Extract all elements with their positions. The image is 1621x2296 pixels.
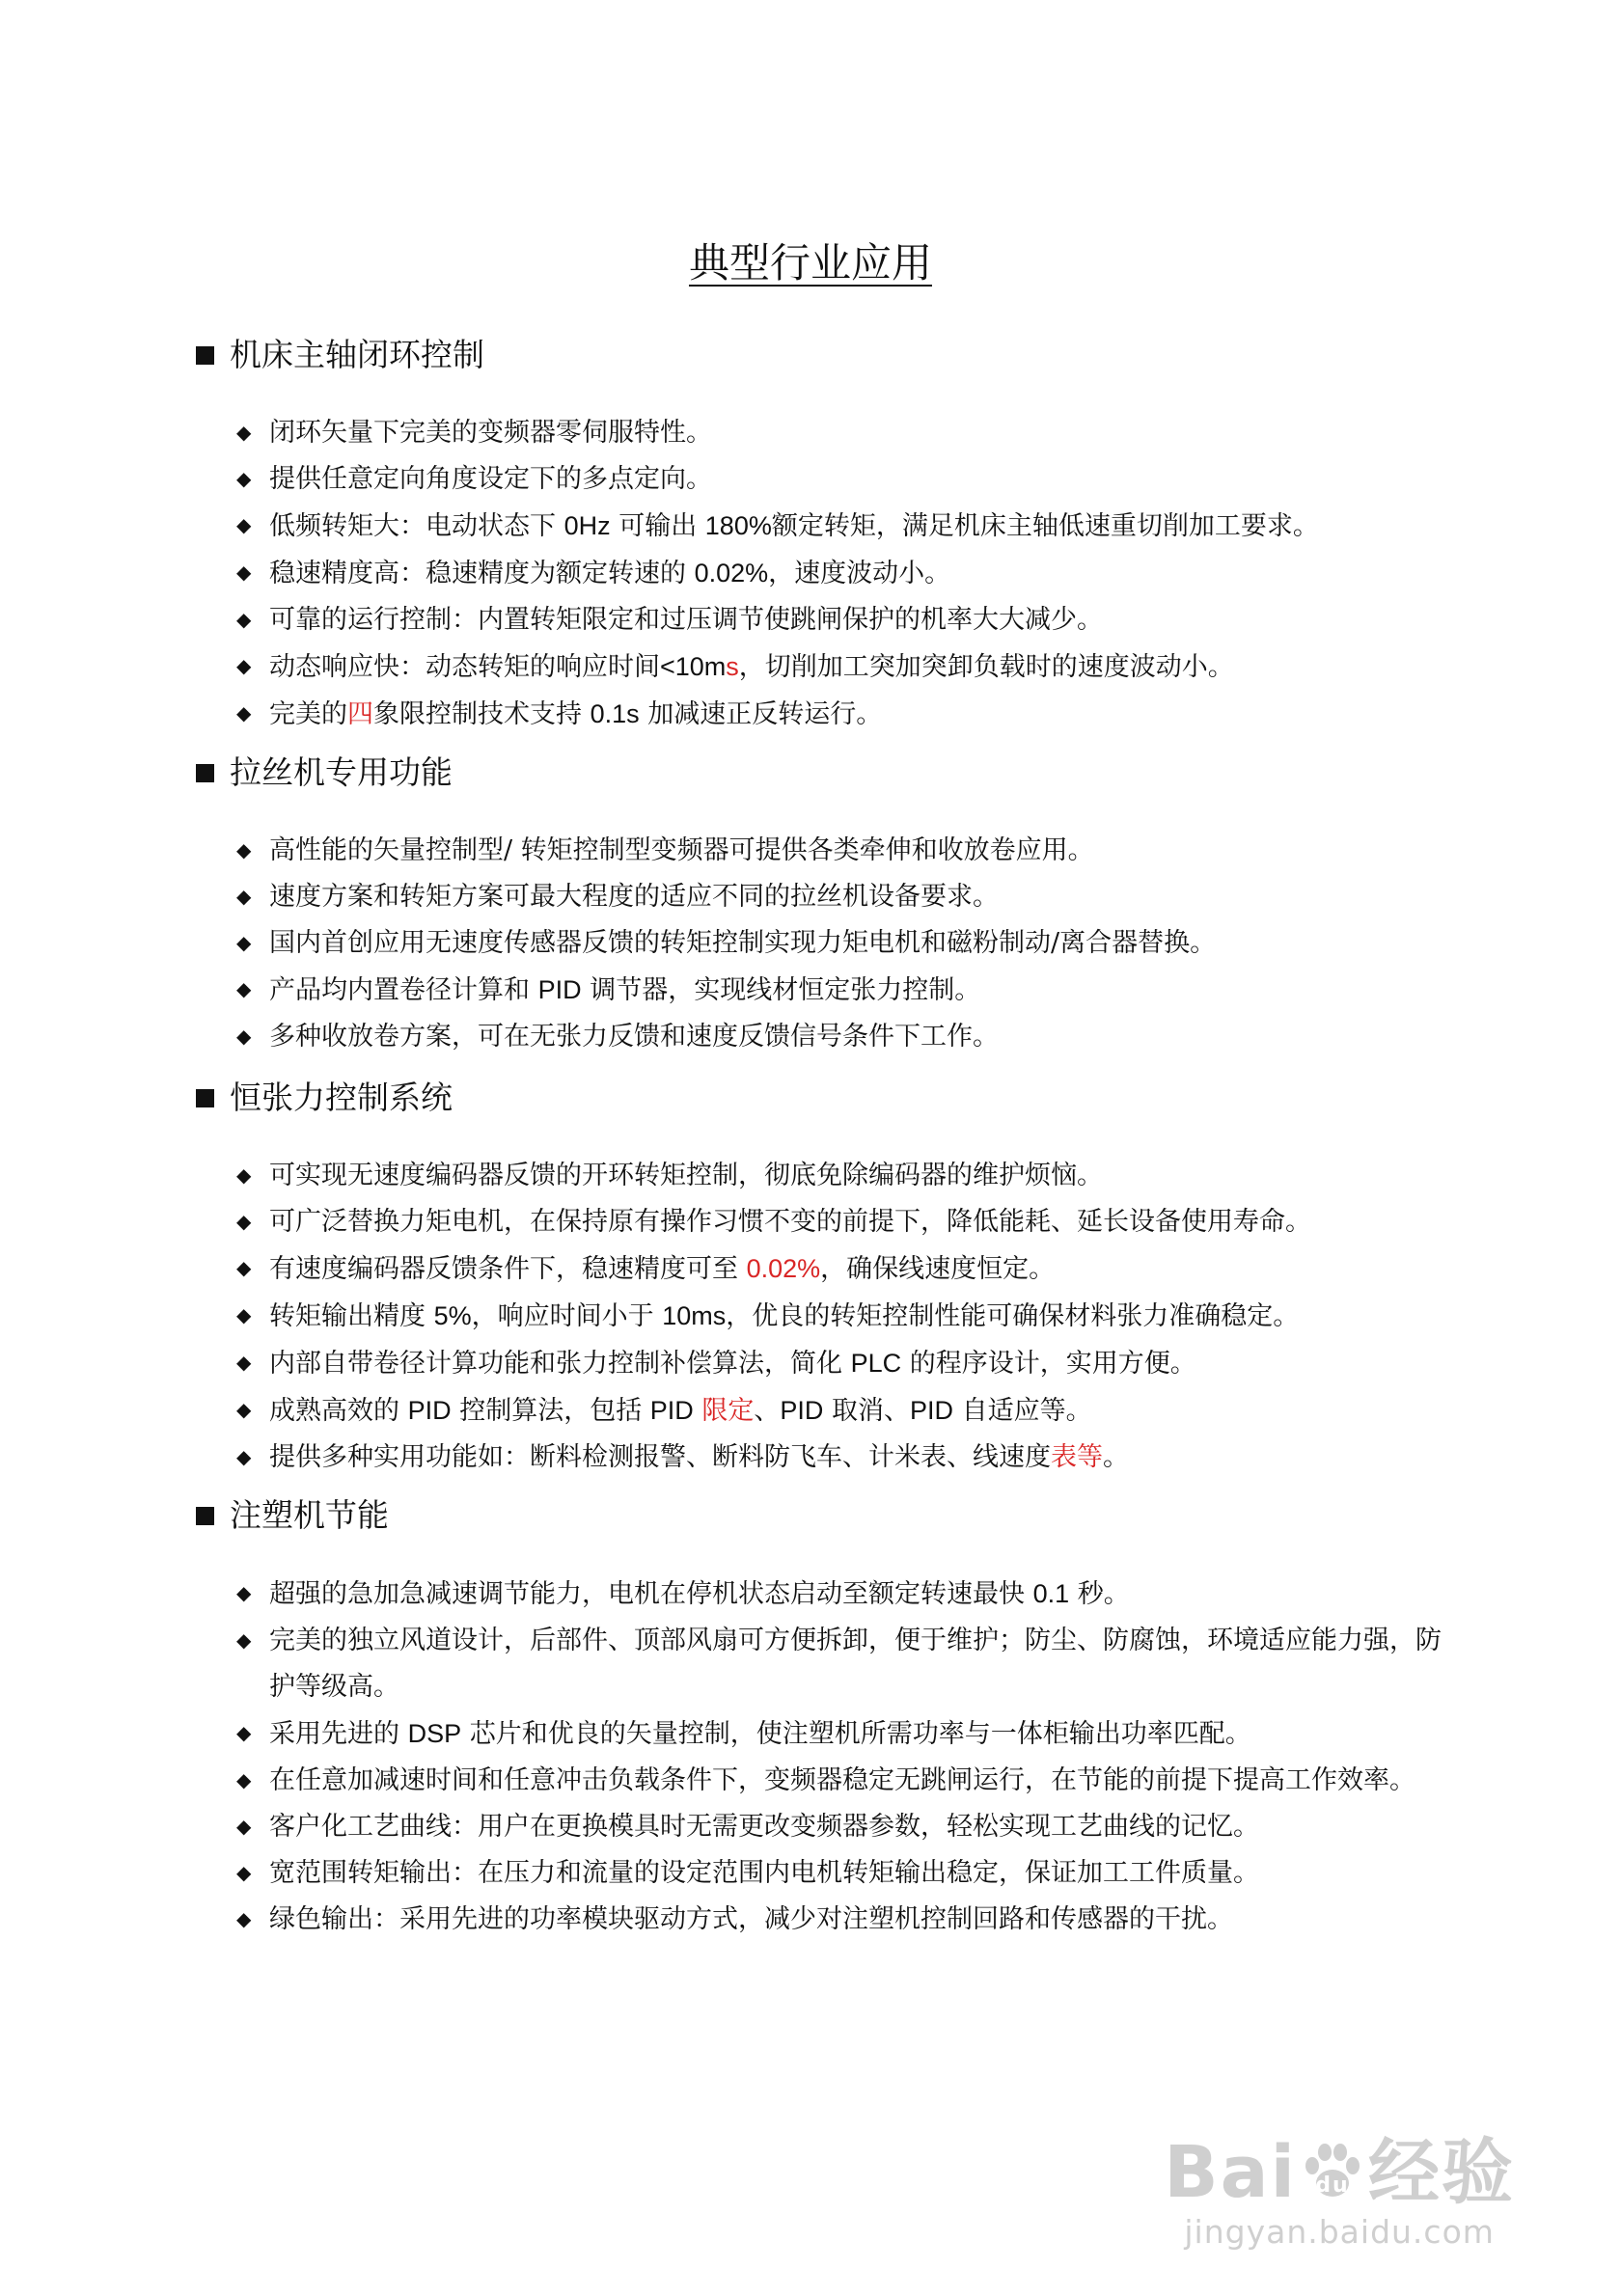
item-list [234, 1153, 1450, 1481]
diamond-bullet-icon: ◆ [236, 1815, 252, 1838]
item-text: 、 [754, 1396, 781, 1426]
diamond-bullet-icon: ◆ [236, 1445, 252, 1468]
item-text: ，速度波动小。 [768, 559, 951, 588]
item-text: 0Hz [563, 511, 611, 540]
diamond-bullet-icon: ◆ [236, 1210, 252, 1233]
section-wire-drawing [196, 752, 1450, 1052]
paw-icon [1299, 2139, 1366, 2206]
list-item [234, 691, 1450, 738]
diamond-bullet-icon: ◆ [236, 1398, 252, 1421]
list-item [234, 1804, 1450, 1850]
item-list [234, 410, 1450, 738]
section-heading-text: 机床主轴闭环控制 [230, 336, 484, 373]
square-bullet-icon [196, 1089, 214, 1107]
list-item [234, 1850, 1450, 1897]
list-item [234, 1340, 1450, 1387]
list-item [234, 920, 1450, 967]
diamond-bullet-icon: ◆ [236, 654, 252, 677]
item-text: 的程序设计，实用方便。 [901, 1349, 1196, 1379]
section-heading-text: 拉丝机专用功能 [230, 753, 453, 791]
list-item [234, 1571, 1450, 1618]
item-text: s [726, 652, 739, 681]
item-text: 宽范围转矩输出：在压力和流量的设定范围内电机转矩输出稳定，保证加工工件质量。 [269, 1858, 1259, 1888]
diamond-bullet-icon: ◆ [236, 1721, 252, 1744]
item-text: ，切削加工突加突卸负载时的速度波动小。 [738, 652, 1234, 682]
watermark-logo [1164, 2132, 1515, 2213]
item-text: 芯片和优良的矢量控制，使注塑机所需功率与一体柜输出功率匹配。 [461, 1719, 1251, 1749]
item-text: 稳速精度高：稳速精度为额定转速的 [269, 559, 695, 588]
item-text: 表等 [1051, 1442, 1103, 1472]
section-injection-molding [196, 1494, 1450, 1934]
diamond-bullet-icon: ◆ [236, 977, 252, 1000]
watermark-brand-right: 经验 [1368, 2131, 1515, 2214]
item-text: 多种收放卷方案，可在无张力反馈和速度反馈信号条件下工作。 [269, 1022, 999, 1052]
list-item [234, 1710, 1450, 1758]
item-text: 绿色输出：采用先进的功率模块驱动方式，减少对注塑机控制回路和传感器的干扰。 [269, 1904, 1233, 1934]
item-text: ，确保线速度恒定。 [820, 1254, 1056, 1284]
item-text: 取消、 [823, 1396, 910, 1426]
diamond-bullet-icon: ◆ [236, 1303, 252, 1326]
list-item [234, 874, 1450, 920]
diamond-bullet-icon: ◆ [236, 608, 252, 631]
item-text: PID [910, 1396, 954, 1425]
item-text: 调节器，实现线材恒定张力控制。 [581, 975, 981, 1005]
list-item [234, 1618, 1450, 1710]
square-bullet-icon [196, 764, 214, 782]
item-text: PLC [850, 1349, 902, 1378]
item-text: PID [780, 1396, 824, 1425]
item-text: 有速度编码器反馈条件下，稳速精度可至 [269, 1254, 747, 1284]
section-heading [196, 1077, 1450, 1119]
list-item [234, 643, 1450, 691]
section-heading-text: 注塑机节能 [230, 1496, 389, 1534]
list-item [234, 1758, 1450, 1804]
list-item [234, 1153, 1450, 1199]
list-item [234, 1014, 1450, 1060]
diamond-bullet-icon: ◆ [236, 467, 252, 490]
section-heading-text: 恒张力控制系统 [230, 1079, 453, 1116]
list-item [234, 410, 1450, 456]
diamond-bullet-icon: ◆ [236, 838, 252, 861]
item-text: 闭环矢量下完美的变频器零伺服特性。 [269, 418, 712, 448]
item-text: 5% [433, 1301, 472, 1330]
list-item [234, 828, 1450, 874]
item-text: 速度方案和转矩方案可最大程度的适应不同的拉丝机设备要求。 [269, 882, 999, 912]
item-text: 国内首创应用无速度传感器反馈的转矩控制实现力矩电机和磁粉制动/离合器替换。 [269, 928, 1217, 958]
item-text: ，响应时间小于 [471, 1301, 663, 1331]
item-text: 0.1 [1032, 1579, 1070, 1608]
item-text: 完美的 [269, 699, 347, 729]
item-text: 可输出 [610, 511, 705, 541]
page-title: 典型行业应用 [688, 239, 932, 287]
diamond-bullet-icon: ◆ [236, 701, 252, 724]
watermark-url: jingyan.baidu.com [1184, 2213, 1495, 2251]
item-text: 可实现无速度编码器反馈的开环转矩控制，彻底免除编码器的维护烦恼。 [269, 1161, 1103, 1190]
item-text: PID [649, 1396, 694, 1425]
item-text: 转矩输出精度 [269, 1301, 434, 1331]
item-text: 超强的急加急减速调节能力，电机在停机状态启动至额定转速最快 [269, 1579, 1033, 1609]
list-item [234, 456, 1450, 503]
list-item [234, 597, 1450, 643]
item-text: PID [407, 1396, 452, 1425]
item-text: 可广泛替换力矩电机，在保持原有操作习惯不变的前提下，降低能耗、延长设备使用寿命。 [269, 1207, 1311, 1237]
diamond-bullet-icon: ◆ [236, 931, 252, 954]
item-text: 0.02% [694, 559, 769, 588]
section-heading [196, 1494, 1450, 1537]
diamond-bullet-icon: ◆ [236, 885, 252, 908]
item-text: 提供任意定向角度设定下的多点定向。 [269, 464, 712, 494]
item-text: PID [537, 975, 582, 1004]
square-bullet-icon [196, 1507, 214, 1525]
section-constant-tension [196, 1077, 1450, 1472]
list-item [234, 1435, 1450, 1481]
item-text: 成熟高效的 [269, 1396, 408, 1426]
item-text: 采用先进的 [269, 1719, 408, 1749]
item-text: 在任意加减速时间和任意冲击负载条件下，变频器稳定无跳闸运行，在节能的前提下提高工作效率。 [269, 1765, 1415, 1795]
diamond-bullet-icon: ◆ [236, 1581, 252, 1604]
diamond-bullet-icon: ◆ [236, 1628, 252, 1652]
item-text: ，优良的转矩控制性能可确保材料张力准确稳定。 [726, 1301, 1300, 1331]
item-text: 加减速正反转运行。 [639, 699, 883, 729]
item-list [234, 828, 1450, 1060]
item-text: 0.1s [590, 699, 640, 728]
item-text: 提供多种实用功能如：断料检测报警、断料防飞车、计米表、线速度 [269, 1442, 1051, 1472]
item-text: 控制算法，包括 [451, 1396, 650, 1426]
item-text: 完美的独立风道设计，后部件、顶部风扇可方便拆卸，便于维护；防尘、防腐蚀，环境适应能力强，防护等级高。 [269, 1626, 1442, 1702]
list-item [234, 503, 1450, 550]
svg-text:du: du [1315, 2173, 1350, 2198]
item-text: 高性能的矢量控制型/ 转矩控制型变频器可提供各类牵伸和收放卷应用。 [269, 835, 1094, 865]
list-item [234, 1199, 1450, 1245]
diamond-bullet-icon: ◆ [236, 1163, 252, 1187]
item-text: 10ms [662, 1301, 727, 1330]
diamond-bullet-icon: ◆ [236, 421, 252, 444]
section-heading [196, 752, 1450, 794]
item-list [234, 1571, 1450, 1943]
item-text: 动态响应快：动态转矩的响应时间 [269, 652, 660, 682]
item-text: 秒。 [1069, 1579, 1130, 1609]
square-bullet-icon [196, 346, 214, 365]
diamond-bullet-icon: ◆ [236, 560, 252, 584]
item-text: 四 [347, 699, 373, 729]
diamond-bullet-icon: ◆ [236, 1025, 252, 1048]
diamond-bullet-icon: ◆ [236, 1256, 252, 1279]
item-text: 限定 [701, 1396, 755, 1426]
list-item [234, 1245, 1450, 1293]
list-item [234, 1387, 1450, 1435]
item-text: 。 [1103, 1442, 1129, 1472]
diamond-bullet-icon: ◆ [236, 1861, 252, 1884]
baidu-jingyan-watermark [1164, 2132, 1515, 2252]
item-text: 可靠的运行控制：内置转矩限定和过压调节使跳闸保护的机率大大减少。 [269, 605, 1103, 635]
item-text: 额定转矩，满足机床主轴低速重切削加工要求。 [771, 511, 1319, 541]
list-item [234, 550, 1450, 597]
watermark-brand-left: Bai [1164, 2131, 1297, 2214]
section-heading [196, 334, 1450, 376]
section-machine-tool-spindle [196, 334, 1450, 729]
diamond-bullet-icon: ◆ [236, 1907, 252, 1930]
item-text: 客户化工艺曲线：用户在更换模具时无需更改变频器参数，轻松实现工艺曲线的记忆。 [269, 1812, 1259, 1842]
item-text: 内部自带卷径计算功能和张力控制补偿算法，简化 [269, 1349, 851, 1379]
item-text: 自适应等。 [953, 1396, 1092, 1426]
item-text: 180% [704, 511, 772, 540]
list-item [234, 1897, 1450, 1943]
diamond-bullet-icon: ◆ [236, 1768, 252, 1791]
item-text: 象限控制技术支持 [373, 699, 591, 729]
list-item [234, 1293, 1450, 1340]
item-text: <10m [660, 652, 727, 681]
list-item [234, 967, 1450, 1014]
item-text: DSP [407, 1719, 462, 1748]
item-text: 产品均内置卷径计算和 [269, 975, 538, 1005]
item-text: 低频转矩大：电动状态下 [269, 511, 564, 541]
diamond-bullet-icon: ◆ [236, 513, 252, 536]
diamond-bullet-icon: ◆ [236, 1351, 252, 1374]
item-text: 0.02% [746, 1254, 821, 1283]
